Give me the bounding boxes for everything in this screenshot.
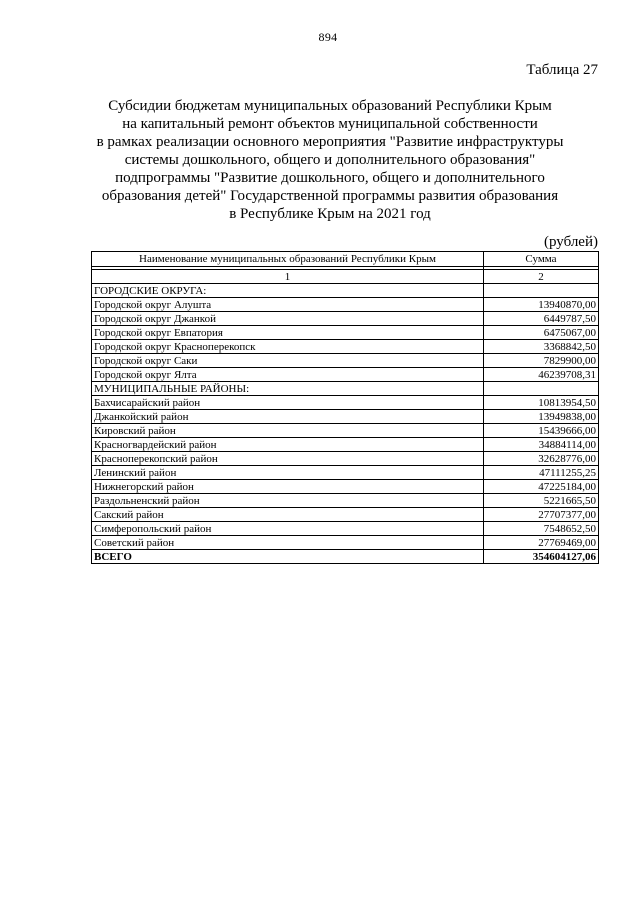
section-sum-empty [484,284,599,298]
units-label: (рублей) [543,234,598,250]
table-row [92,312,599,326]
municipality-name: Сакский район [92,508,484,522]
municipality-name: Джанкойский район [92,410,484,424]
table-row [92,410,599,424]
section-sum-empty [484,382,599,396]
municipality-name: Нижнегорский район [92,480,484,494]
subsidy-table [91,251,599,564]
municipality-name: Городской округ Алушта [92,298,484,312]
municipality-sum: 5221665,50 [484,494,599,508]
total-label: ВСЕГО [92,550,484,564]
table-row [92,396,599,410]
title-line: системы дошкольного, общего и дополнительного образования" [124,152,536,168]
municipality-sum: 47225184,00 [484,480,599,494]
municipality-name: Городской округ Евпатория [92,326,484,340]
municipality-name: Городской округ Красноперекопск [92,340,484,354]
municipality-sum: 34884114,00 [484,438,599,452]
municipality-sum: 32628776,00 [484,452,599,466]
municipality-sum: 13949838,00 [484,410,599,424]
municipality-name: Советский район [92,536,484,550]
table-row [92,368,599,382]
document-title [95,97,565,223]
municipality-name: Ленинский район [92,466,484,480]
table-row [92,522,599,536]
municipality-name: Раздольненский район [92,494,484,508]
table-row [92,480,599,494]
total-sum: 354604127,06 [484,550,599,564]
table-row [92,298,599,312]
municipality-name: Симферопольский район [92,522,484,536]
municipality-name: Городской округ Ялта [92,368,484,382]
title-line: на капитальный ремонт объектов муниципальной собственности [122,116,538,132]
title-line: в Республике Крым на 2021 год [229,206,431,222]
table-row [92,494,599,508]
municipality-sum: 6449787,50 [484,312,599,326]
municipality-name: Красногвардейский район [92,438,484,452]
municipality-sum: 7548652,50 [484,522,599,536]
municipality-name: Городской округ Джанкой [92,312,484,326]
municipality-sum: 10813954,50 [484,396,599,410]
table-row [92,340,599,354]
municipality-sum: 3368842,50 [484,340,599,354]
table-header-row [92,252,599,267]
column-number-row [92,270,599,284]
column-number-name: 1 [92,270,484,284]
header-name: Наименование муниципальных образований Республики Крым [92,252,484,267]
table-row [92,424,599,438]
column-number-sum: 2 [484,270,599,284]
table-row [92,536,599,550]
total-row [92,550,599,564]
table-row [92,326,599,340]
table-label: Таблица 27 [526,62,598,78]
section-row-city [92,284,599,298]
municipality-name: Кировский район [92,424,484,438]
page-number: 894 [318,30,338,44]
section-label: ГОРОДСКИЕ ОКРУГА: [92,284,484,298]
municipality-sum: 6475067,00 [484,326,599,340]
municipality-sum: 27707377,00 [484,508,599,522]
title-line: подпрограммы "Развитие дошкольного, общего и дополнительного [115,170,545,186]
title-line: в рамках реализации основного мероприятия "Развитие инфраструктуры [96,134,564,150]
table-row [92,508,599,522]
title-line: Субсидии бюджетам муниципальных образований Республики Крым [108,98,552,114]
header-sum: Сумма [484,252,599,267]
municipality-name: Городской округ Саки [92,354,484,368]
municipality-sum: 13940870,00 [484,298,599,312]
municipality-sum: 27769469,00 [484,536,599,550]
municipality-name: Бахчисарайский район [92,396,484,410]
section-row-district [92,382,599,396]
title-line: образования детей" Государственной программы развития образования [101,188,559,204]
municipality-sum: 47111255,25 [484,466,599,480]
section-label: МУНИЦИПАЛЬНЫЕ РАЙОНЫ: [92,382,484,396]
municipality-sum: 15439666,00 [484,424,599,438]
municipality-name: Красноперекопский район [92,452,484,466]
municipality-sum: 7829900,00 [484,354,599,368]
table-row [92,452,599,466]
municipality-sum: 46239708,31 [484,368,599,382]
table-row [92,438,599,452]
table-row [92,354,599,368]
table-row [92,466,599,480]
